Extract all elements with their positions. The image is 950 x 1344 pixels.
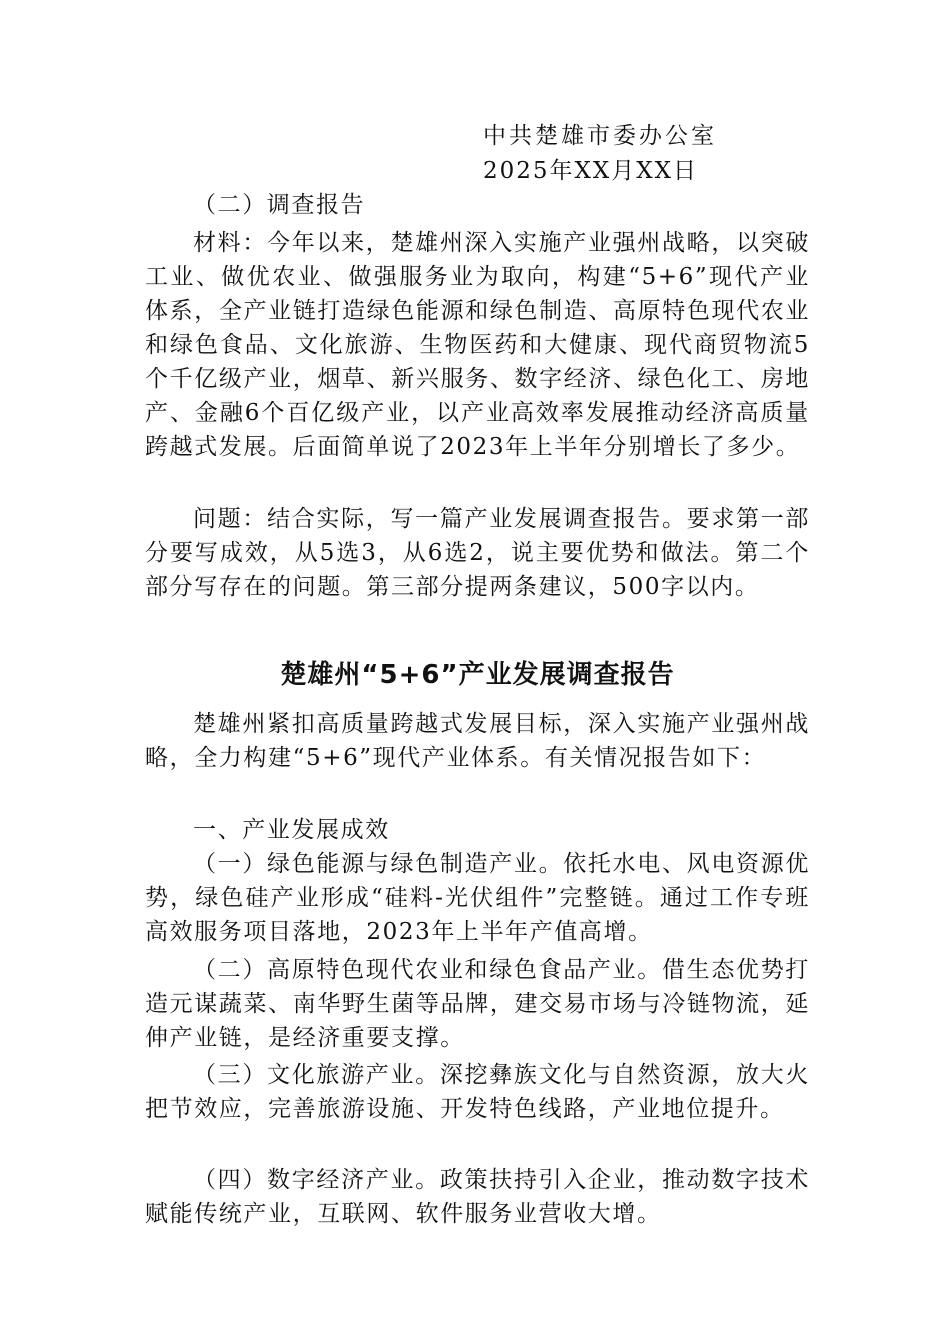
signature-date: 2025年XX月XX日 xyxy=(483,158,699,184)
report-title: 楚雄州“5+6”产业发展调查报告 xyxy=(280,660,675,690)
achievement-item-green-energy: （一）绿色能源与绿色制造产业。依托水电、风电资源优势，绿色硅产业形成“硅料-光伏组件”完整链。通过工作专班高效服务项目落地，2023年上半年产值高增。 xyxy=(145,851,810,945)
signature-organization: 中共楚雄市委办公室 xyxy=(483,123,717,149)
achievement-item-tourism: （三）文化旅游产业。深挖彝族文化与自然资源，放大火把节效应，完善旅游设施、开发特色线路，产业地位提升。 xyxy=(145,1062,810,1122)
achievement-item-agriculture: （二）高原特色现代农业和绿色食品产业。借生态优势打造元谋蔬菜、南华野生菌等品牌，建交易市场与冷链物流，延伸产业链，是经济重要支撑。 xyxy=(145,957,810,1051)
section-heading-achievements: 一、产业发展成效 xyxy=(193,817,390,843)
achievement-item-digital-economy: （四）数字经济产业。政策扶持引入企业，推动数字技术赋能传统产业，互联网、软件服务业营收大增。 xyxy=(145,1167,810,1227)
material-paragraph: 材料：今年以来，楚雄州深入实施产业强州战略，以突破工业、做优农业、做强服务业为取向，构建“5+6”现代产业体系，全产业链打造绿色能源和绿色制造、高原特色现代农业和绿色食品、文化旅游、生物医药和大健康、现代商贸物流5个千亿级产业，烟草、新兴服务、数字经济、绿色化工、房地产、金融6个百亿级产业，以产业高效率发展推动经济高质量跨越式发展。后面简单说了2023年上半年分别增长了多少。 xyxy=(145,230,810,460)
section-label: （二）调查报告 xyxy=(193,192,366,218)
report-intro: 楚雄州紧扣高质量跨越式发展目标，深入实施产业强州战略，全力构建“5+6”现代产业体系。有关情况报告如下： xyxy=(145,711,810,771)
question-paragraph: 问题：结合实际，写一篇产业发展调查报告。要求第一部分要写成效，从5选3，从6选2，说主要优势和做法。第二个部分写存在的问题。第三部分提两条建议，500字以内。 xyxy=(145,506,810,600)
